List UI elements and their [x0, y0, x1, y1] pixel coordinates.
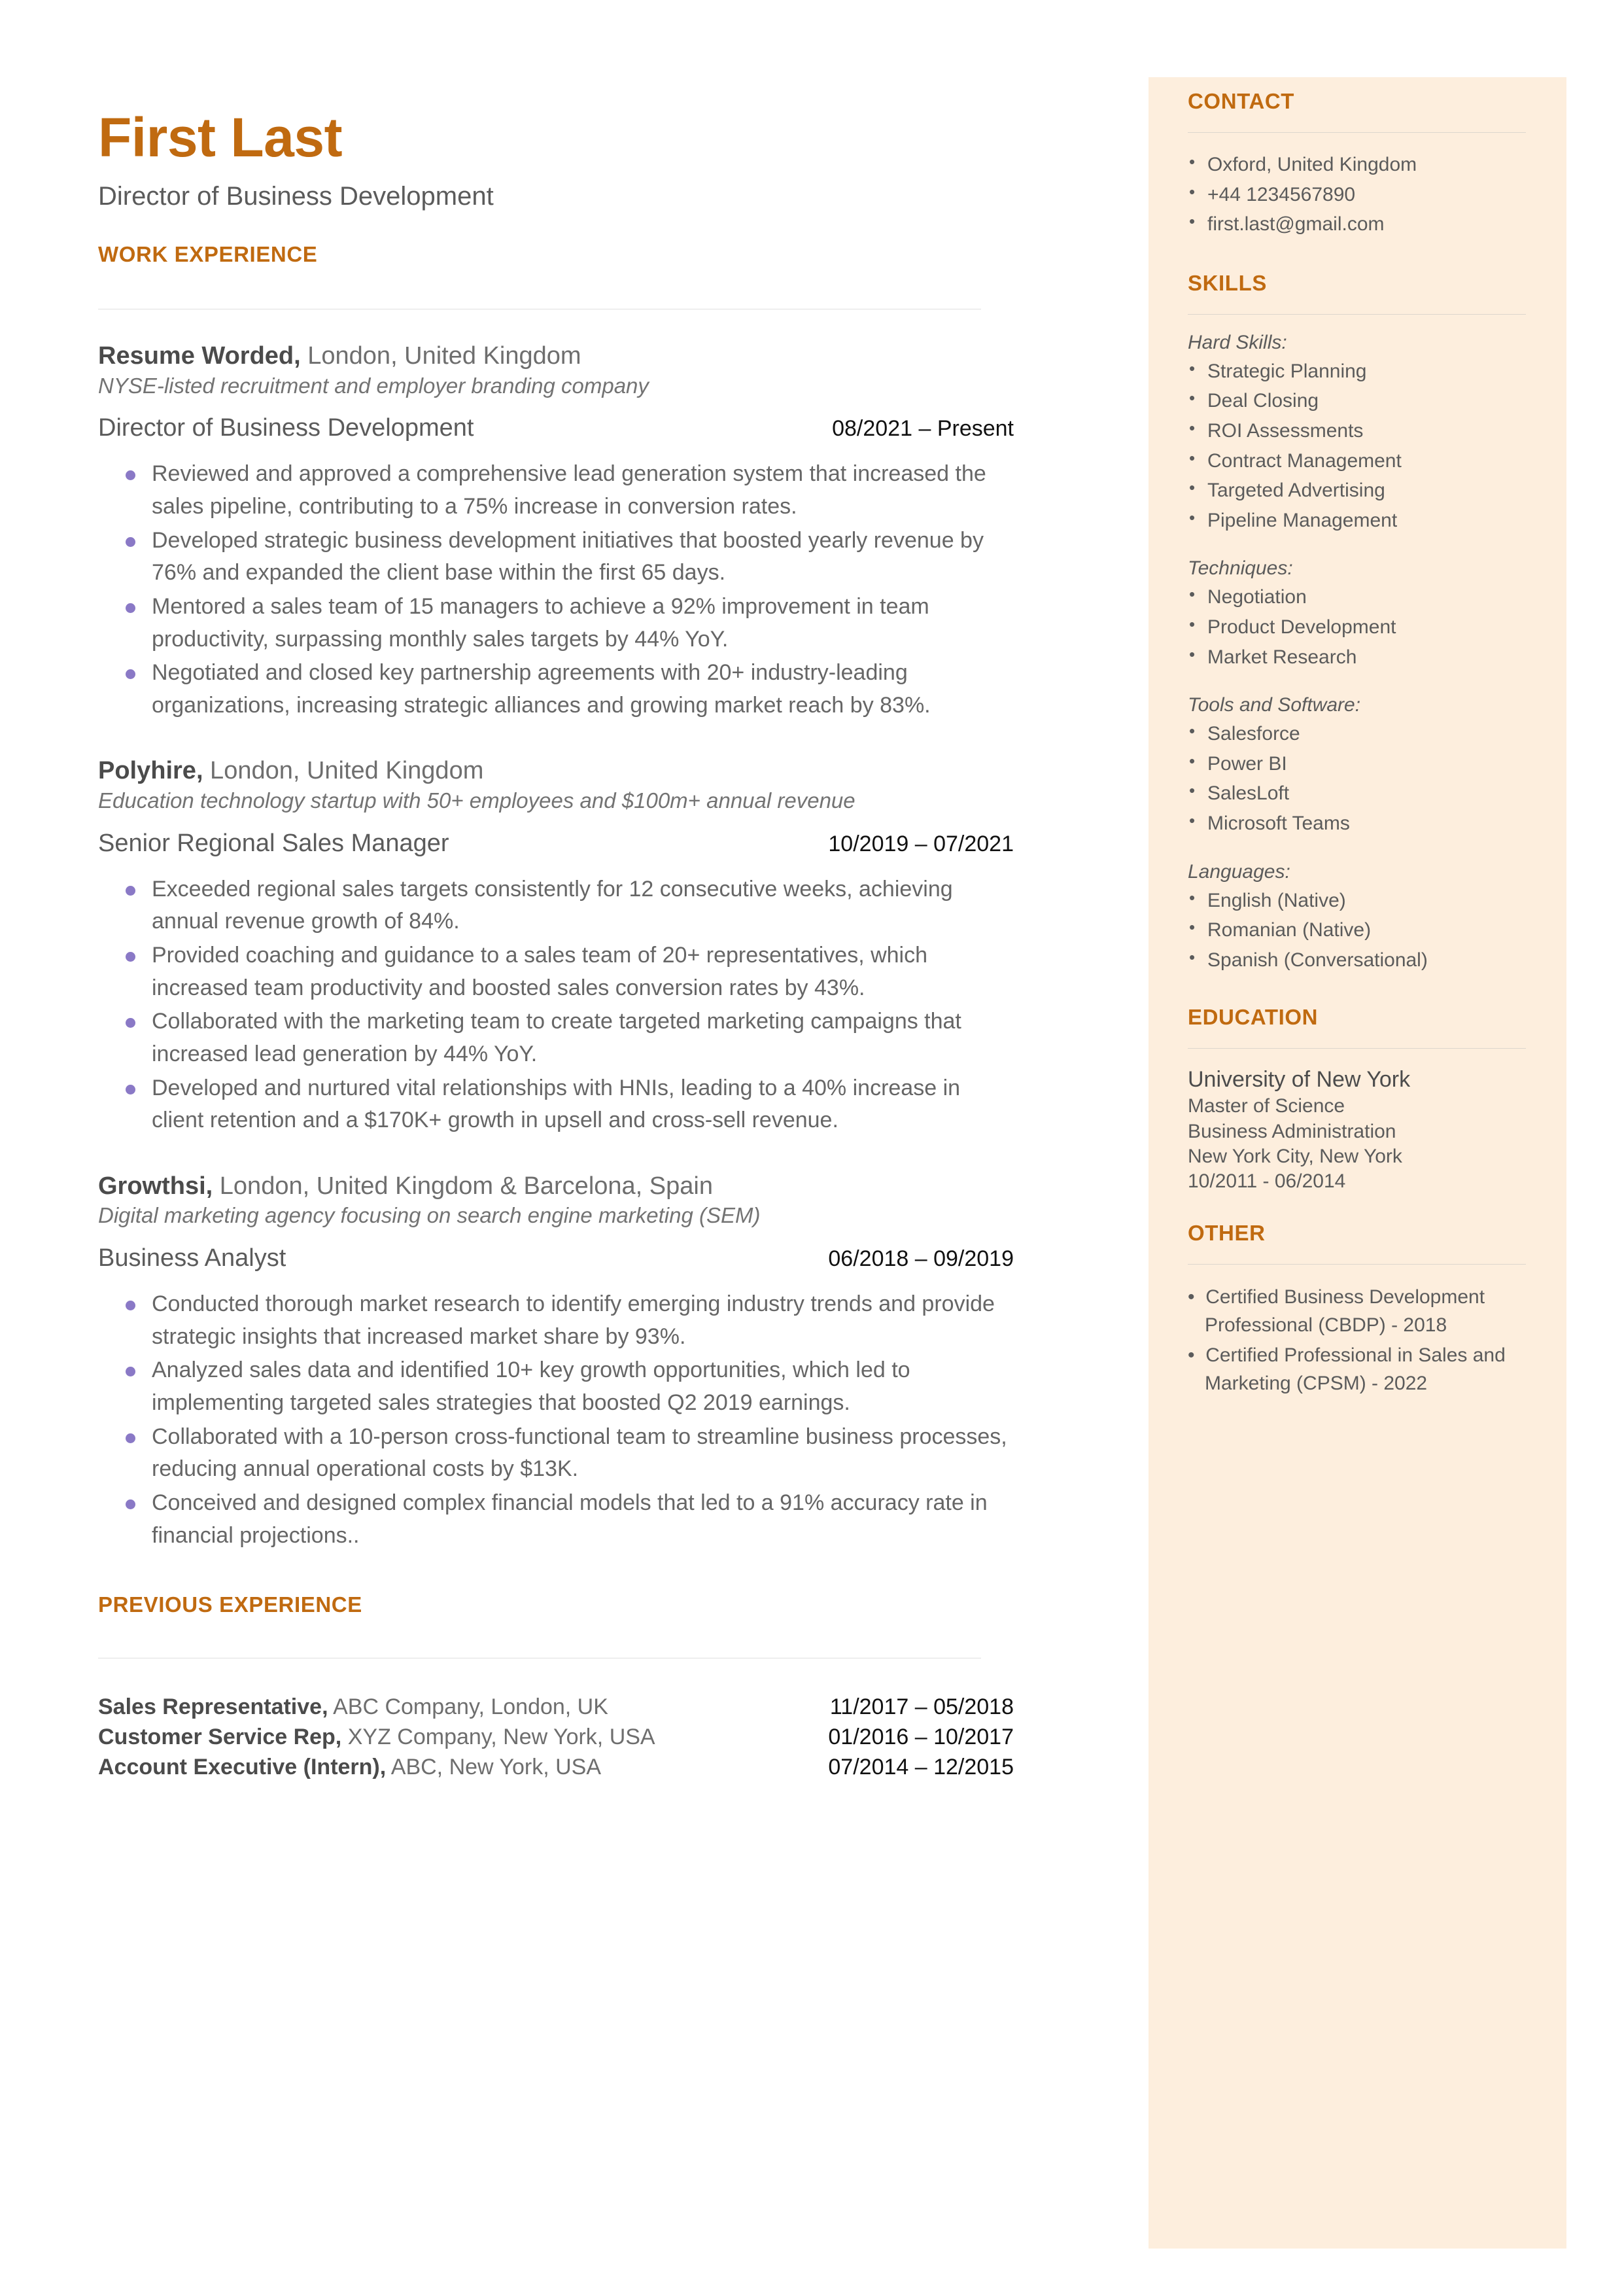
job-company: [98, 1171, 1125, 1202]
job-company-name: Growthsi,: [98, 1172, 213, 1200]
page-title: First Last: [98, 107, 343, 168]
skill-item: • Deal Closing: [1188, 386, 1526, 416]
bullet-item: Provided coaching and guidance to a sales team of 20+ representatives, which increased team productivity and boosted sales conversion rates by 43%.: [98, 939, 1014, 1004]
previous-role-detail: XYZ Company, New York, USA: [341, 1725, 655, 1750]
contact-heading: CONTACT: [1188, 89, 1295, 113]
other-list: [1188, 1283, 1526, 1398]
education-dates: 10/2011 - 06/2014: [1188, 1170, 1346, 1193]
skills-group-label-tools: Tools and Software:: [1188, 694, 1361, 716]
education-field: Business Administration: [1188, 1120, 1396, 1142]
job-role-row: [98, 830, 1014, 858]
education-heading: EDUCATION: [1188, 1005, 1319, 1030]
skill-item: • Negotiation: [1188, 582, 1526, 612]
skill-item: • Pipeline Management: [1188, 506, 1526, 536]
skills-list-techniques: [1188, 582, 1526, 672]
skills-list-tools: [1188, 719, 1526, 838]
sidebar: [1149, 77, 1566, 2249]
skills-group-label-techniques: Techniques:: [1188, 557, 1293, 580]
job-role-title: Business Analyst: [98, 1244, 286, 1272]
job-role-row: [98, 1244, 1014, 1272]
job-bullets: [98, 873, 1014, 1137]
job-company-description: Digital marketing agency focusing on search engine marketing (SEM): [98, 1203, 761, 1228]
previous-role-title: Sales Representative,: [98, 1694, 328, 1720]
bullet-item: Collaborated with the marketing team to create targeted marketing campaigns that increased lead generation by 44% YoY.: [98, 1006, 1014, 1070]
job-role-title: Director of Business Development: [98, 414, 474, 442]
bullet-item: Mentored a sales team of 15 managers to achieve a 92% improvement in team productivity, surpassing monthly sales targets by 44% YoY.: [98, 591, 1014, 656]
other-heading: OTHER: [1188, 1220, 1266, 1245]
skill-item: • Strategic Planning: [1188, 357, 1526, 387]
skill-item: • Microsoft Teams: [1188, 809, 1526, 839]
job-role-dates: 06/2018 – 09/2019: [828, 1246, 1014, 1272]
previous-role: [98, 1723, 655, 1753]
previous-experience-row: [98, 1723, 1014, 1753]
previous-role-dates: 11/2017 – 05/2018: [829, 1694, 1014, 1720]
bullet-item: Exceeded regional sales targets consistently for 12 consecutive weeks, achieving annual revenue growth of 84%.: [98, 873, 1014, 938]
previous-role-title: Customer Service Rep,: [98, 1725, 342, 1750]
skill-item: • SalesLoft: [1188, 779, 1526, 809]
previous-experience-row: [98, 1753, 1014, 1783]
job-role-title: Senior Regional Sales Manager: [98, 829, 449, 857]
bullet-item: Collaborated with a 10-person cross-functional team to streamline business processes, reducing annual operational costs by $13K.: [98, 1421, 1014, 1486]
previous-role: [98, 1692, 608, 1723]
work-experience-heading: WORK EXPERIENCE: [98, 242, 318, 266]
skill-item: • English (Native): [1188, 886, 1526, 916]
education-school: University of New York: [1188, 1067, 1411, 1093]
skill-item: • Contract Management: [1188, 446, 1526, 476]
previous-role-title: Account Executive (Intern),: [98, 1754, 387, 1779]
job-company: [98, 341, 1125, 372]
contact-location: • Oxford, United Kingdom: [1188, 150, 1526, 180]
job-company-location: London, United Kingdom & Barcelona, Spain: [213, 1172, 713, 1200]
job-company-description: Education technology startup with 50+ employees and $100m+ annual revenue: [98, 788, 855, 813]
contact-phone: • +44 1234567890: [1188, 180, 1526, 210]
previous-role: [98, 1753, 601, 1783]
skill-item: • Romanian (Native): [1188, 915, 1526, 945]
education-degree: Master of Science: [1188, 1095, 1345, 1117]
skill-item: • Spanish (Conversational): [1188, 945, 1526, 975]
skills-heading: SKILLS: [1188, 270, 1267, 295]
skill-item: • Targeted Advertising: [1188, 476, 1526, 506]
contact-divider: [1188, 132, 1526, 133]
skills-group-label-languages: Languages:: [1188, 860, 1290, 883]
job-company: [98, 756, 1125, 787]
job-role-row: [98, 414, 1014, 442]
skill-item: • ROI Assessments: [1188, 416, 1526, 446]
job-bullets: [98, 458, 1014, 722]
job-company-name: Polyhire,: [98, 757, 203, 785]
job-company-location: London, United Kingdom: [300, 342, 581, 370]
bullet-item: Analyzed sales data and identified 10+ key growth opportunities, which led to implementing targeted sales strategies that boosted Q2 2019 earnings.: [98, 1354, 1014, 1419]
job-company-name: Resume Worded,: [98, 342, 301, 370]
education-location: New York City, New York: [1188, 1146, 1402, 1168]
previous-experience-heading: PREVIOUS EXPERIENCE: [98, 1592, 362, 1617]
contact-list: [1188, 150, 1526, 239]
main-content: [98, 0, 1125, 1783]
job-role-dates: 10/2019 – 07/2021: [828, 831, 1014, 856]
skill-item: • Product Development: [1188, 612, 1526, 642]
contact-email: • first.last@gmail.com: [1188, 209, 1526, 239]
previous-role-detail: ABC Company, London, UK: [328, 1694, 608, 1720]
certification-item: • Certified Business Development Professional (CBDP) - 2018: [1188, 1283, 1526, 1340]
skills-group-label-hard: Hard Skills:: [1188, 331, 1287, 353]
previous-role-dates: 01/2016 – 10/2017: [828, 1725, 1014, 1750]
skills-list-languages: [1188, 886, 1526, 975]
bullet-item: Developed and nurtured vital relationships with HNIs, leading to a 40% increase in client retention and a $170K+ growth in upsell and cross-sell revenue.: [98, 1072, 1014, 1137]
certification-item: • Certified Professional in Sales and Marketing (CPSM) - 2022: [1188, 1341, 1526, 1398]
bullet-item: Negotiated and closed key partnership agreements with 20+ industry-leading organizations, increasing strategic alliances and growing market reach by 83%.: [98, 657, 1014, 722]
previous-role-detail: ABC, New York, USA: [386, 1754, 602, 1779]
skill-item: • Power BI: [1188, 749, 1526, 779]
header-subtitle: Director of Business Development: [98, 182, 494, 211]
skill-item: • Salesforce: [1188, 719, 1526, 749]
skills-list-hard: [1188, 357, 1526, 536]
job-company-description: NYSE-listed recruitment and employer branding company: [98, 373, 649, 398]
bullet-item: Developed strategic business development initiatives that boosted yearly revenue by 76% and expanded the client base within the first 65 days.: [98, 525, 1014, 589]
job-company-location: London, United Kingdom: [203, 757, 484, 785]
bullet-item: Conducted thorough market research to identify emerging industry trends and provide strategic insights that increased market share by 93%.: [98, 1288, 1014, 1353]
bullet-item: Reviewed and approved a comprehensive lead generation system that increased the sales pipeline, contributing to a 75% increase in conversion rates.: [98, 458, 1014, 523]
skill-item: • Market Research: [1188, 642, 1526, 673]
bullet-item: Conceived and designed complex financial models that led to a 91% accuracy rate in financial projections..: [98, 1487, 1014, 1552]
previous-experience-row: [98, 1692, 1014, 1723]
job-bullets: [98, 1288, 1014, 1552]
previous-role-dates: 07/2014 – 12/2015: [828, 1754, 1014, 1779]
job-role-dates: 08/2021 – Present: [832, 416, 1014, 442]
